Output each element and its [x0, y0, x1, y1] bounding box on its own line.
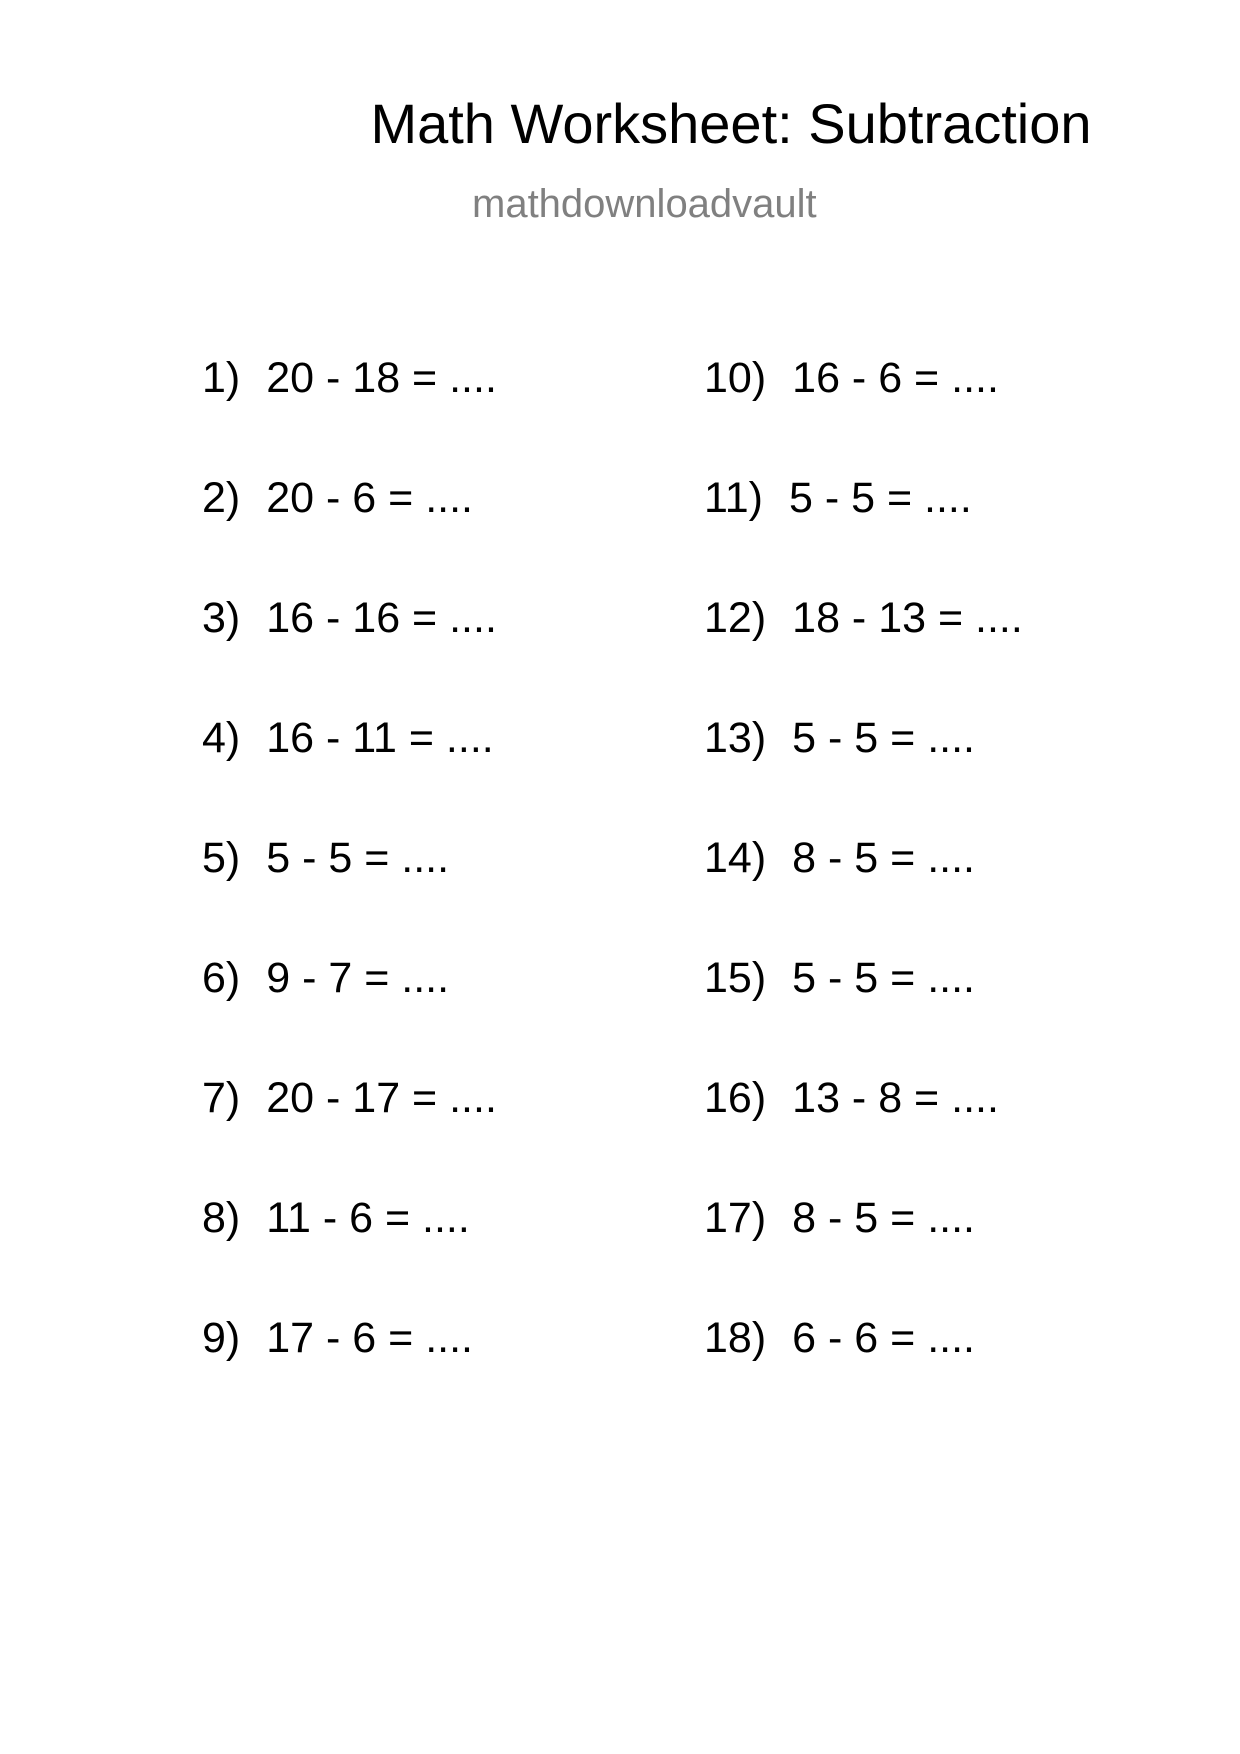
problem-item [704, 1074, 999, 1122]
problem-number: 10) [704, 354, 767, 402]
problem-number: 1) [202, 354, 241, 402]
problem-number: 18) [704, 1314, 767, 1362]
problem-expression: 8 - 5 = .... [792, 1194, 975, 1242]
problem-number: 11) [704, 474, 763, 522]
problem-number: 13) [704, 714, 767, 762]
problem-expression: 8 - 5 = .... [792, 834, 975, 882]
problem-item [704, 474, 972, 522]
problem-expression: 5 - 5 = .... [792, 954, 975, 1002]
problem-item [704, 834, 975, 882]
problem-expression: 20 - 6 = .... [266, 474, 473, 522]
problem-expression: 6 - 6 = .... [792, 1314, 975, 1362]
problem-expression: 5 - 5 = .... [266, 834, 450, 882]
problem-number: 4) [202, 714, 241, 762]
problem-item [202, 954, 450, 1002]
problem-number: 2) [202, 474, 241, 522]
problem-item [202, 474, 473, 522]
problem-expression: 9 - 7 = .... [266, 954, 450, 1002]
problem-expression: 18 - 13 = .... [792, 594, 1023, 642]
problem-expression: 17 - 6 = .... [266, 1314, 473, 1362]
worksheet-title: Math Worksheet: Subtraction [370, 92, 1092, 155]
problem-item [202, 354, 497, 402]
problem-item [202, 1314, 473, 1362]
problem-number: 3) [202, 594, 241, 642]
problem-expression: 13 - 8 = .... [792, 1074, 999, 1122]
problem-item [704, 714, 975, 762]
problem-expression: 16 - 6 = .... [792, 354, 999, 402]
problem-number: 17) [704, 1194, 767, 1242]
problem-item [704, 1314, 975, 1362]
problem-number: 6) [202, 954, 241, 1002]
problem-expression: 20 - 17 = .... [266, 1074, 497, 1122]
problem-item [704, 1194, 975, 1242]
problem-expression: 5 - 5 = .... [788, 474, 972, 522]
problem-expression: 11 - 6 = .... [266, 1194, 470, 1242]
problem-number: 15) [704, 954, 767, 1002]
worksheet-source: mathdownloadvault [472, 182, 817, 226]
problem-item [202, 834, 450, 882]
problem-item [704, 354, 999, 402]
problem-item [202, 714, 494, 762]
problem-expression: 16 - 16 = .... [266, 594, 497, 642]
problem-number: 7) [202, 1074, 241, 1122]
problem-item [704, 954, 975, 1002]
problem-number: 5) [202, 834, 241, 882]
problem-item [202, 1074, 497, 1122]
problem-number: 9) [202, 1314, 241, 1362]
problem-expression: 16 - 11 = .... [266, 714, 494, 762]
problem-number: 12) [704, 594, 767, 642]
problem-item [202, 1194, 470, 1242]
problem-expression: 20 - 18 = .... [266, 354, 497, 402]
problem-item [704, 594, 1023, 642]
problem-expression: 5 - 5 = .... [792, 714, 975, 762]
problem-item [202, 594, 497, 642]
problem-number: 16) [704, 1074, 767, 1122]
problem-number: 8) [202, 1194, 241, 1242]
problem-number: 14) [704, 834, 767, 882]
